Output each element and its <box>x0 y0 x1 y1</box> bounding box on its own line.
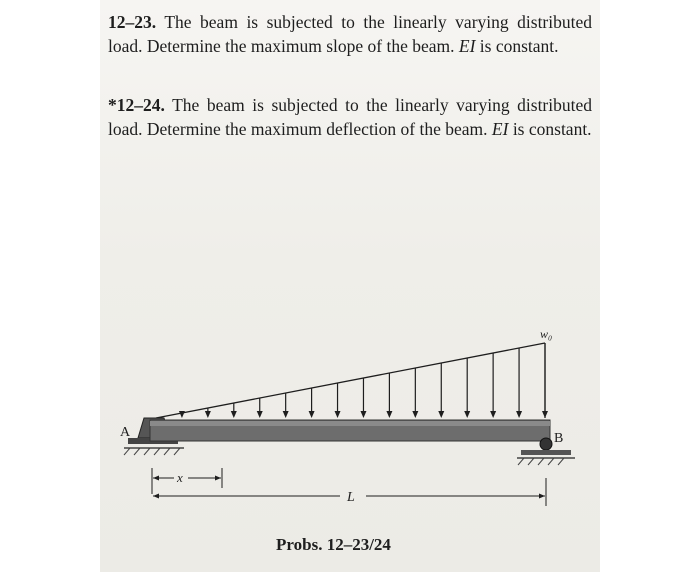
ei-symbol: EI <box>491 119 509 139</box>
load-arrowhead <box>283 411 289 418</box>
x-dimension <box>152 468 222 494</box>
load-arrowhead <box>516 411 522 418</box>
problem-text: The beam is subjected to the linearly varying distributed load. Determine the maximum slope of the beam. <box>108 12 592 56</box>
problem-text-end: is constant. <box>475 36 559 56</box>
textbook-page <box>100 0 600 572</box>
load-arrowhead <box>335 411 341 418</box>
problem-number: *12–24. <box>108 95 165 115</box>
roller-support-b <box>517 438 575 465</box>
load-arrowhead <box>386 411 392 418</box>
load-arrowhead <box>438 411 444 418</box>
label-x: x <box>177 470 183 485</box>
load-arrowhead <box>231 411 237 418</box>
load-arrowhead <box>179 411 185 418</box>
load-arrowhead <box>464 411 470 418</box>
load-arrowhead <box>205 411 211 418</box>
label-w0: w₀ <box>540 327 553 341</box>
problem-text: The beam is subjected to the linearly varying distributed load. Determine the maximum deflection of the beam. <box>108 95 592 139</box>
figure-caption: Probs. 12–23/24 <box>276 535 391 554</box>
load-arrowhead <box>257 411 263 418</box>
load-arrowhead <box>360 411 366 418</box>
label-a: A <box>120 425 131 440</box>
load-arrows <box>179 343 548 418</box>
load-arrowhead <box>542 411 548 418</box>
load-slope-line <box>156 343 545 418</box>
problem-number: 12–23. <box>108 12 157 32</box>
load-arrowhead <box>309 411 315 418</box>
label-l: L <box>347 490 355 505</box>
load-arrowhead <box>490 411 496 418</box>
beam-highlight <box>150 421 550 426</box>
ei-symbol: EI <box>458 36 476 56</box>
label-b: B <box>554 431 564 446</box>
problem-text-end: is constant. <box>508 119 592 139</box>
beam-figure <box>100 0 600 572</box>
load-arrowhead <box>412 411 418 418</box>
